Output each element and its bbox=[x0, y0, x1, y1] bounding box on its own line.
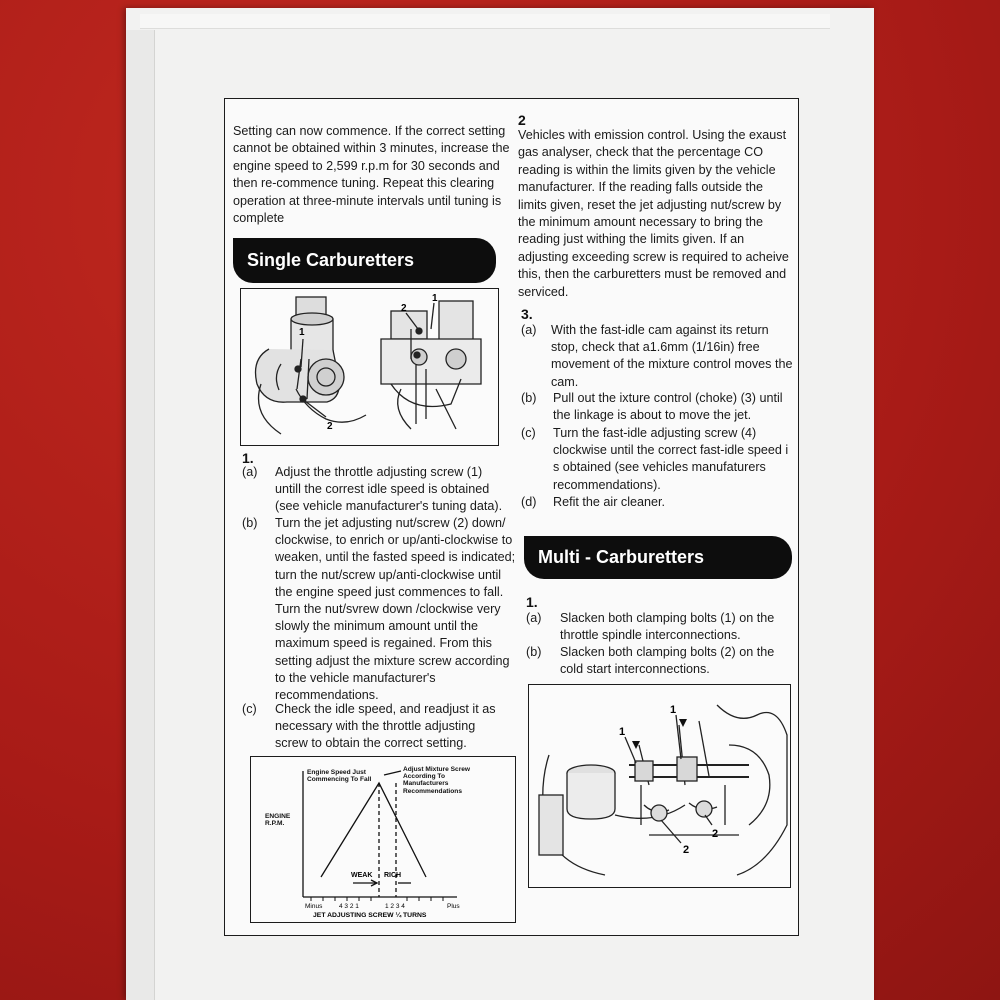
item-text: With the fast-idle cam against its return stop, check that a1.6mm (1/16in) free movement of the mixture control moves the cam. bbox=[551, 323, 793, 389]
intro-paragraph: Setting can now commence. If the correct setting cannot be obtained within 3 minutes, increase the engine speed to 2,599 r.p.m for 30 seconds and then re-commence tuning. Repeat this clearing operation at three-minute intervals until tuning is complete bbox=[233, 124, 510, 226]
linkage-illustration bbox=[529, 685, 790, 887]
rpm-graph-svg bbox=[251, 757, 515, 922]
single-carburetters-banner bbox=[233, 238, 496, 283]
single-carburetter-figure bbox=[240, 288, 499, 446]
multi-carburetters-banner bbox=[524, 536, 792, 579]
page-edge bbox=[126, 30, 155, 1000]
list-item bbox=[242, 515, 517, 701]
multi-step-1-number: 1. bbox=[526, 594, 538, 610]
adjust-label: Adjust Mixture Screw According To Manufacturers Recommendations bbox=[403, 766, 471, 795]
adjust-pointer bbox=[384, 771, 401, 775]
list-item bbox=[242, 701, 512, 753]
item-label: (c) bbox=[242, 702, 257, 716]
item-text: Check the idle speed, and readjust it as necessary with the throttle adjusting screw to obtain the correct setting. bbox=[275, 702, 496, 751]
list-item bbox=[521, 425, 795, 493]
fig-label: 1 bbox=[432, 293, 438, 304]
step-3-number: 3. bbox=[521, 306, 533, 322]
item-label: (b) bbox=[526, 645, 542, 659]
plus-label: Plus bbox=[447, 903, 460, 910]
fig-label: 2 bbox=[712, 828, 719, 840]
weak-label: WEAK bbox=[351, 872, 373, 879]
minus-label: Minus bbox=[305, 903, 323, 910]
item-label: (a) bbox=[526, 611, 542, 625]
banner-title: Multi - Carburetters bbox=[538, 547, 705, 567]
fig-label: 2 bbox=[683, 844, 690, 856]
item-label: (a) bbox=[521, 323, 537, 337]
adjust-annotation bbox=[403, 766, 483, 806]
item-text: Turn the jet adjusting nut/screw (2) down/ clockwise, to enrich or up/anti-clockwise to weaken, until the fasted speed is indicated; turn the nut/screw up/anti-clockwise until the engine speed just commences to fall. Turn the nut/svrew down /clockwise very slowly the minimum amount until the maximum speed is regained. From this setting adjust the mixture screw according to the vehicle manufacturer's recommendations. bbox=[275, 516, 516, 703]
y-label-box bbox=[265, 813, 299, 833]
y-axis-label: ENGINE R.P.M. bbox=[265, 813, 291, 828]
item-text: Refit the air cleaner. bbox=[553, 495, 666, 509]
fig-label: 2 bbox=[327, 421, 333, 432]
step-1-number: 1. bbox=[242, 450, 254, 466]
multi-carburetter-figure bbox=[528, 684, 791, 888]
step-2-number: 2 bbox=[518, 112, 526, 128]
page-edge-top bbox=[140, 14, 830, 29]
item-label: (b) bbox=[242, 516, 258, 530]
rich-label: RICH bbox=[384, 872, 402, 879]
carburetter-illustration bbox=[241, 289, 498, 445]
banner-title: Single Carburetters bbox=[247, 250, 415, 270]
item-label: (d) bbox=[521, 495, 537, 509]
item-text: Adjust the throttle adjusting screw (1) untill the correst idle speed is obtained (see vehicle manufacturer's tuning data). bbox=[275, 465, 503, 514]
item-text: Slacken both clamping bolts (2) on the cold start interconnections. bbox=[560, 645, 775, 677]
ticks-right: 1 2 3 4 bbox=[385, 903, 405, 910]
fig-label: 2 bbox=[401, 303, 407, 314]
list-item bbox=[521, 322, 795, 390]
step-2-paragraph: Vehicles with emission control. Using the exaust gas analyser, check that the percentage CO reading is within the limits given by the vehicle manufacturer. If the reading falls outside the limits given, reset the jet adjusting nut/screw by the minimum amount necessary to bring the reading just withing the limits given. If an adjusting exceeding screw is required to acheive this, then the carburetters must be removed and serviced. bbox=[518, 128, 789, 299]
item-label: (a) bbox=[242, 465, 258, 479]
fig-label: 1 bbox=[619, 726, 626, 738]
item-text: Pull out the ixture control (choke) (3) until the linkage is about to move the jet. bbox=[553, 391, 783, 423]
list-item bbox=[526, 644, 794, 678]
fig-label: 1 bbox=[670, 704, 677, 716]
list-item bbox=[242, 464, 512, 516]
item-text: Slacken both clamping bolts (1) on the throttle spindle interconnections. bbox=[560, 611, 775, 643]
peak-label: Engine Speed Just Commencing To Fall bbox=[307, 769, 372, 784]
list-item bbox=[521, 494, 795, 512]
fig-label: 1 bbox=[299, 327, 305, 338]
item-label: (b) bbox=[521, 391, 537, 405]
rpm-graph bbox=[250, 756, 516, 923]
list-item bbox=[521, 390, 795, 424]
ticks-left: 4 3 2 1 bbox=[339, 903, 359, 910]
x-axis-label: JET ADJUSTING SCREW ¼ TURNS bbox=[313, 912, 427, 919]
list-item bbox=[526, 610, 794, 644]
peak-annotation bbox=[307, 769, 377, 801]
item-label: (c) bbox=[521, 426, 536, 440]
item-text: Turn the fast-idle adjusting screw (4) clockwise until the correct fast-idle speed i s obtained (see vehicles manufaturers recommendations). bbox=[553, 426, 789, 492]
